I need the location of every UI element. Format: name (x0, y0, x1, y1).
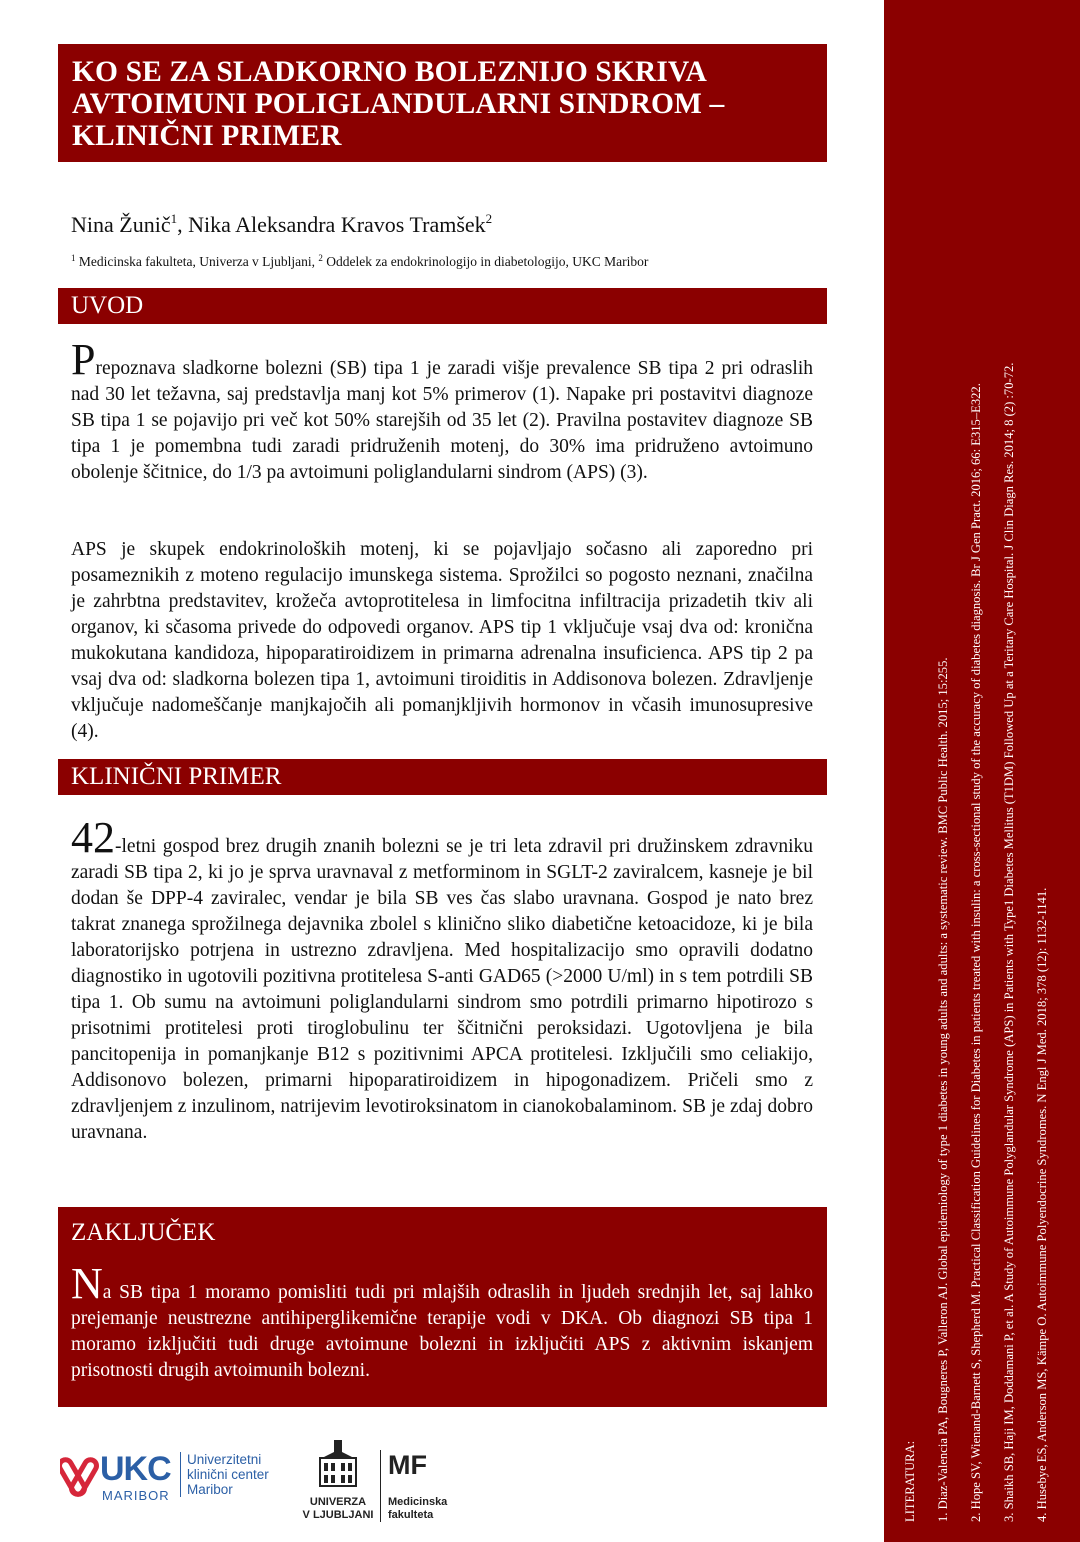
affil-sup-2: 2 (318, 253, 323, 263)
affil-sup-1: 1 (71, 253, 76, 263)
uvod-paragraph-2: APS je skupek endokrinoloških motenj, ki se pojavljajo sočasno ali zaporedno pri posameznikih z moteno regulacijo imunskega sistema. Sprožilci so pogosto neznani, značilna je zahrbtna predstavitev, krožeča avtoprotitelesa in limfocitna infiltracija prizadetih tkiv ali organov, ki sčasoma privede do odpovedi organov. APS tip 1 vključuje vsaj dva od: kronična mukokutana kandidoza, hipoparatiroidizem in primarna adrenalna insuficienca. APS tip 2 pa vsaj dva od: sladkorna bolezen tipa 1, avtoimuni tiroiditis in Addisonova bolezen. Zdravljenje vključuje nadomeščanje manjkajočih ali pomanjkljivih hormonov in včasih imunosupresive (4). (71, 539, 813, 742)
mf-text (388, 1496, 447, 1522)
affil-text-2: Oddelek za endokrinologijo in diabetologijo, UKC Maribor (322, 254, 649, 269)
reference-1: 1. Diaz-Valencia PA, Bougneres P, Valleron AJ. Global epidemiology of type 1 diabetes in young adults and adults: a systematic review. BMC Public Health. 2015; 15:255. (936, 657, 950, 1522)
section-heading-uvod: UVOD (58, 288, 827, 324)
logo-divider (380, 1450, 381, 1522)
ukc-line-2: klinični center (187, 1467, 269, 1482)
references-panel (884, 0, 1080, 1542)
section-heading-conclusion: ZAKLJUČEK (71, 1219, 216, 1246)
logos (60, 1436, 480, 1542)
affiliations (71, 253, 648, 270)
author-1-sup: 1 (170, 211, 178, 226)
mf-wordmark: MF (388, 1450, 427, 1480)
section-heading-case: KLINIČNI PRIMER (58, 759, 827, 795)
ukc-wordmark: UKC (100, 1450, 171, 1488)
ul-text (300, 1496, 376, 1522)
dropcap-42: 42 (71, 813, 115, 862)
case-text: -letni gospod brez drugih znanih bolezni se je tri leta zdravil pri družinskem zdravniku zaradi SB tipa 2, ki jo je sprva uravnaval z metforminom in SGLT-2 zaviralcem, kasneje je bil dodan še DPP-4 zaviralec, vendar je bila SB ves čas slabo uravnana. Gospod je nato brez takrat znanega sprožilnega dejavnika zbolel s klinično sliko diabetične ketoacidoze, ki je bila laboratorijsko potrjena in ustrezno zdravljena. Med hospitalizacijo smo opravili dodatno diagnostiko in ugotovili pozitivna protitelesa S-anti GAD65 (>2000 U/ml) in s tem potrdili SB tipa 1. Ob sumu na avtoimuni poliglandularni sindrom smo potrdili primarno hipotirozo s prisotnimi protitelesi proti tiroglobulinu ter ščitnični peroksidazi. Ugotovljena je bila pancitopenija in pomanjkanje B12 s pozitivnimi APCA protitelesi. Izključili smo celiakijo, Addisonovo bolezen, primarni hipoparatiroidizem in hipogonadizem. Pričeli smo z zdravljenjem z inzulinom, natrijevim levotiroksinatom in cianokobalaminom. SB je zdaj dobro uravnana. (71, 836, 813, 1143)
mf-line-2: fakulteta (388, 1509, 434, 1521)
ul-mf-logo (300, 1436, 450, 1536)
dropcap-p: P (71, 335, 96, 384)
reference-3: 3. Shaikh SB, Haji IM, Doddamani P, et al. A Study of Autoimmune Polyglandular Syndrome (APS) in Patients with Type1 Diabetes Mellitus (T1DM) Followed Up at a Teritary Care Hospital. J Clin Diagn Res. 2014; 8 (2) :70-72. (1002, 362, 1016, 1522)
case-paragraph (71, 813, 813, 1146)
title-line-2: AVTOIMUNI POLIGLANDULARNI SINDROM – (72, 88, 725, 120)
reference-2: 2. Hope SV, Wienand-Barnett S, Shepherd M. Practical Classification Guidelines for Diabetes in patients treated with insulin: a cross-sectional study of the accuracy of diabetes diagnosis. Br J Gen Pract. 2016; 66: E315–E322. (969, 383, 983, 1522)
title-line-1: KO SE ZA SLADKORNO BOLEZNIJO SKRIVA (72, 56, 707, 88)
references-heading: LITERATURA: (903, 1440, 917, 1522)
author-separator: , (177, 212, 189, 237)
affil-text-1: Medicinska fakulteta, Univerza v Ljubljani, (75, 254, 319, 269)
ul-line-1: UNIVERZA (309, 1496, 367, 1508)
authors (71, 211, 492, 238)
ukc-maribor-logo (60, 1448, 290, 1518)
mf-line-1: Medicinska (388, 1496, 448, 1508)
ukc-line-1: Univerzitetni (187, 1452, 262, 1467)
author-2: Nika Aleksandra Kravos Tramšek (188, 212, 486, 237)
title-line-3: KLINIČNI PRIMER (72, 120, 342, 152)
uvod-paragraph-1 (71, 335, 813, 486)
references-rotated (884, 2, 1080, 1522)
author-1: Nina Žunič (71, 212, 171, 237)
author-2-sup: 2 (485, 211, 493, 226)
university-building-icon (300, 1438, 376, 1494)
ukc-side-text (180, 1452, 269, 1497)
conclusion-box (58, 1207, 827, 1407)
poster-title (58, 44, 827, 162)
conclusion-text: a SB tipa 1 moramo pomisliti tudi pri mlajših odraslih in ljudeh srednjih let, saj lahko prejemanje neustrezne antihiperglikemične terapije vodi v DKA. Ob diagnozi SB tipa 1 moramo izključiti tudi druge avtoimune bolezni in izključiti APS z aktivnim iskanjem prisotnosti drugih avtoimunih bolezni. (71, 1282, 813, 1381)
ukc-sub: MARIBOR (102, 1488, 170, 1503)
uvod-p1-text: repoznava sladkorne bolezni (SB) tipa 1 je zaradi višje prevalence SB tipa 2 pri odraslih nad 30 let težavna, saj predstavlja manj kot 5% primerov (1). Napake pri postavitvi diagnoze SB tipa 1 se pojavijo pri več kot 50% starejših od 35 let (2). Pravilna postavitev diagnoze SB tipa 1 je pomembna tudi zaradi pridruženih motenj, do 30% ima pridruženo avtoimuno obolenje ščitnice, do 1/3 pa avtoimuni poliglandularni sindrom (APS) (3). (71, 358, 813, 483)
reference-4: 4. Husebye ES, Anderson MS, Kämpe O. Autoimmune Polyendocrine Syndromes. N Engl J Med. 2018; 378 (12): 1132-1141. (1035, 887, 1049, 1522)
conclusion-paragraph (71, 1259, 813, 1384)
ukc-emblem-icon (60, 1448, 100, 1504)
ukc-line-3: Maribor (187, 1482, 233, 1497)
ul-line-2: V LJUBLJANI (302, 1509, 374, 1521)
dropcap-n: N (71, 1259, 103, 1308)
